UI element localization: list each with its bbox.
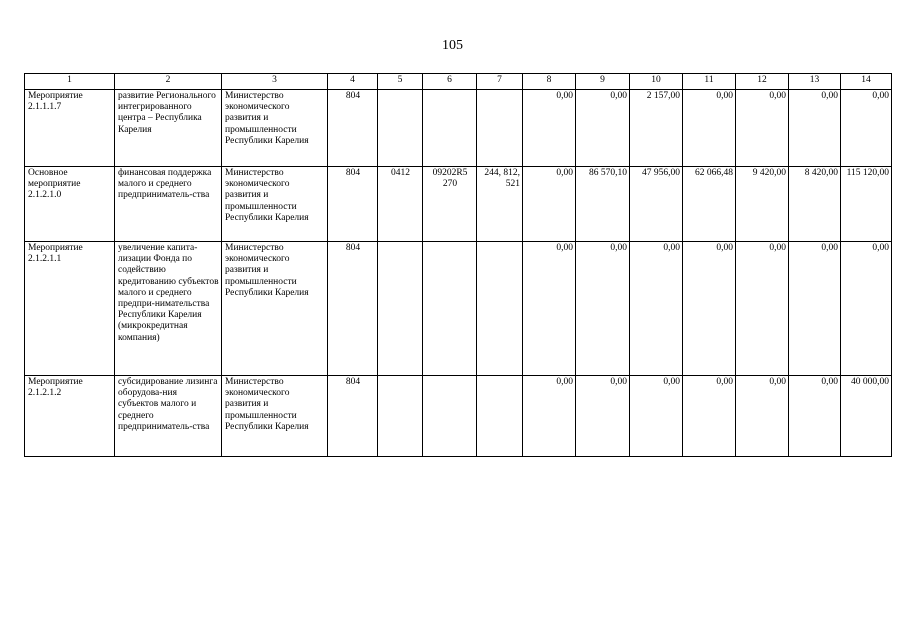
value-cell: 0,00 bbox=[736, 90, 789, 167]
grbs-cell: 804 bbox=[328, 242, 378, 376]
vr-cell bbox=[477, 242, 523, 376]
value-cell: 0,00 bbox=[736, 376, 789, 457]
executor-cell: Министерство экономического развития и промышленности Республики Карелия bbox=[222, 242, 328, 376]
event-name-cell: финансовая поддержка малого и среднего предприниматель-ства bbox=[115, 167, 222, 242]
value-cell: 0,00 bbox=[576, 376, 630, 457]
csr-cell bbox=[423, 90, 477, 167]
budget-table bbox=[24, 73, 892, 457]
column-header: 14 bbox=[841, 74, 892, 90]
value-cell: 9 420,00 bbox=[736, 167, 789, 242]
value-cell: 0,00 bbox=[789, 242, 841, 376]
rzpr-cell bbox=[378, 90, 423, 167]
value-cell: 0,00 bbox=[576, 90, 630, 167]
column-header: 5 bbox=[378, 74, 423, 90]
value-cell: 0,00 bbox=[630, 242, 683, 376]
value-cell: 0,00 bbox=[683, 376, 736, 457]
table-row bbox=[25, 90, 892, 167]
column-header: 11 bbox=[683, 74, 736, 90]
value-cell: 0,00 bbox=[523, 90, 576, 167]
table-row bbox=[25, 242, 892, 376]
value-cell: 0,00 bbox=[736, 242, 789, 376]
value-cell: 0,00 bbox=[523, 376, 576, 457]
value-cell: 0,00 bbox=[683, 90, 736, 167]
event-code-cell: Мероприятие 2.1.2.1.1 bbox=[25, 242, 115, 376]
executor-cell: Министерство экономического развития и промышленности Республики Карелия bbox=[222, 376, 328, 457]
rzpr-cell bbox=[378, 242, 423, 376]
column-header: 10 bbox=[630, 74, 683, 90]
column-header: 4 bbox=[328, 74, 378, 90]
executor-cell: Министерство экономического развития и промышленности Республики Карелия bbox=[222, 90, 328, 167]
event-code-cell: Мероприятие 2.1.1.1.7 bbox=[25, 90, 115, 167]
event-code-cell: Мероприятие 2.1.2.1.2 bbox=[25, 376, 115, 457]
csr-cell: 09202R5 270 bbox=[423, 167, 477, 242]
page-number: 105 bbox=[442, 38, 463, 53]
column-header: 8 bbox=[523, 74, 576, 90]
value-cell: 40 000,00 bbox=[841, 376, 892, 457]
csr-cell bbox=[423, 242, 477, 376]
value-cell: 62 066,48 bbox=[683, 167, 736, 242]
table-row bbox=[25, 167, 892, 242]
value-cell: 8 420,00 bbox=[789, 167, 841, 242]
header-row bbox=[25, 74, 892, 90]
value-cell: 0,00 bbox=[841, 90, 892, 167]
column-header: 13 bbox=[789, 74, 841, 90]
vr-cell bbox=[477, 376, 523, 457]
column-header: 6 bbox=[423, 74, 477, 90]
value-cell: 0,00 bbox=[576, 242, 630, 376]
value-cell: 0,00 bbox=[630, 376, 683, 457]
table-row bbox=[25, 376, 892, 457]
column-header: 2 bbox=[115, 74, 222, 90]
column-header: 12 bbox=[736, 74, 789, 90]
value-cell: 0,00 bbox=[789, 90, 841, 167]
grbs-cell: 804 bbox=[328, 376, 378, 457]
value-cell: 47 956,00 bbox=[630, 167, 683, 242]
grbs-cell: 804 bbox=[328, 90, 378, 167]
event-name-cell: развитие Регионального интегрированного центра – Республика Карелия bbox=[115, 90, 222, 167]
value-cell: 0,00 bbox=[841, 242, 892, 376]
column-header: 3 bbox=[222, 74, 328, 90]
grbs-cell: 804 bbox=[328, 167, 378, 242]
value-cell: 86 570,10 bbox=[576, 167, 630, 242]
value-cell: 2 157,00 bbox=[630, 90, 683, 167]
value-cell: 0,00 bbox=[523, 242, 576, 376]
value-cell: 0,00 bbox=[523, 167, 576, 242]
column-header: 7 bbox=[477, 74, 523, 90]
value-cell: 0,00 bbox=[789, 376, 841, 457]
column-header: 1 bbox=[25, 74, 115, 90]
column-header: 9 bbox=[576, 74, 630, 90]
csr-cell bbox=[423, 376, 477, 457]
vr-cell: 244, 812, 521 bbox=[477, 167, 523, 242]
rzpr-cell bbox=[378, 376, 423, 457]
rzpr-cell: 0412 bbox=[378, 167, 423, 242]
event-name-cell: субсидирование лизинга оборудова-ния субъектов малого и среднего предприниматель-ства bbox=[115, 376, 222, 457]
value-cell: 0,00 bbox=[683, 242, 736, 376]
vr-cell bbox=[477, 90, 523, 167]
executor-cell: Министерство экономического развития и промышленности Республики Карелия bbox=[222, 167, 328, 242]
event-code-cell: Основное мероприятие 2.1.2.1.0 bbox=[25, 167, 115, 242]
event-name-cell: увеличение капита-лизации Фонда по содействию кредитованию субъектов малого и среднего предпри-нимательства Республики Карелия (микрокредитная компания) bbox=[115, 242, 222, 376]
value-cell: 115 120,00 bbox=[841, 167, 892, 242]
